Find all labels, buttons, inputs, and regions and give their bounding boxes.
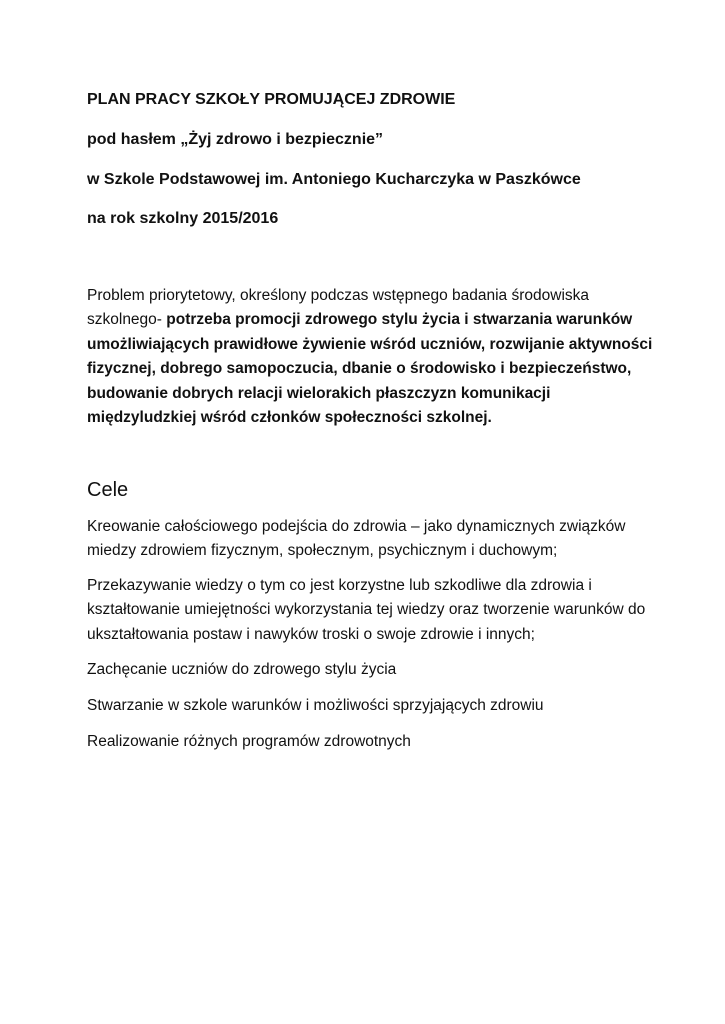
goal-item: Zachęcanie uczniów do zdrowego stylu życia: [87, 661, 397, 678]
document-title: PLAN PRACY SZKOŁY PROMUJĄCEJ ZDROWIE: [87, 91, 456, 108]
school-name-line: w Szkole Podstawowej im. Antoniego Kucharczyka w Paszkówce: [87, 171, 581, 188]
goal-item: Kreowanie całościowego podejścia do zdrowia – jako dynamicznych związków miedzy zdrowiem fizycznym, społecznym, psychicznym i duchowym;: [87, 518, 626, 560]
goal-item: Przekazywanie wiedzy o tym co jest korzystne lub szkodliwe dla zdrowia i kształtowanie umiejętności wykorzystania tej wiedzy oraz tworzenie warunków do ukształtowania postaw i nawyków troski o swoje zdrowie i innych;: [87, 577, 646, 643]
priority-problem-intro: Problem priorytetowy, określony podczas wstępnego badania środowiska szkolnego-: [87, 287, 590, 329]
goal-item: Stwarzanie w szkole warunków i możliwości sprzyjających zdrowiu: [87, 697, 544, 714]
slogan-line: pod hasłem „Żyj zdrowo i bezpiecznie”: [87, 131, 384, 148]
school-year-line: na rok szkolny 2015/2016: [87, 210, 279, 227]
priority-problem-paragraph: [87, 284, 657, 430]
goals-heading: Cele: [87, 479, 129, 501]
priority-problem-emphasis: potrzeba promocji zdrowego stylu życia i stwarzania warunków umożliwiających prawidłowe żywienie wśród uczniów, rozwijanie aktywności fizycznej, dobrego samopoczucia, dbanie o środowisko i bezpieczeństwo, budowanie dobrych relacji wielorakich płaszczyzn komunikacji międzyludzkiej wśród członków społeczności szkolnej.: [87, 311, 653, 427]
goal-item: Realizowanie różnych programów zdrowotnych: [87, 733, 411, 750]
